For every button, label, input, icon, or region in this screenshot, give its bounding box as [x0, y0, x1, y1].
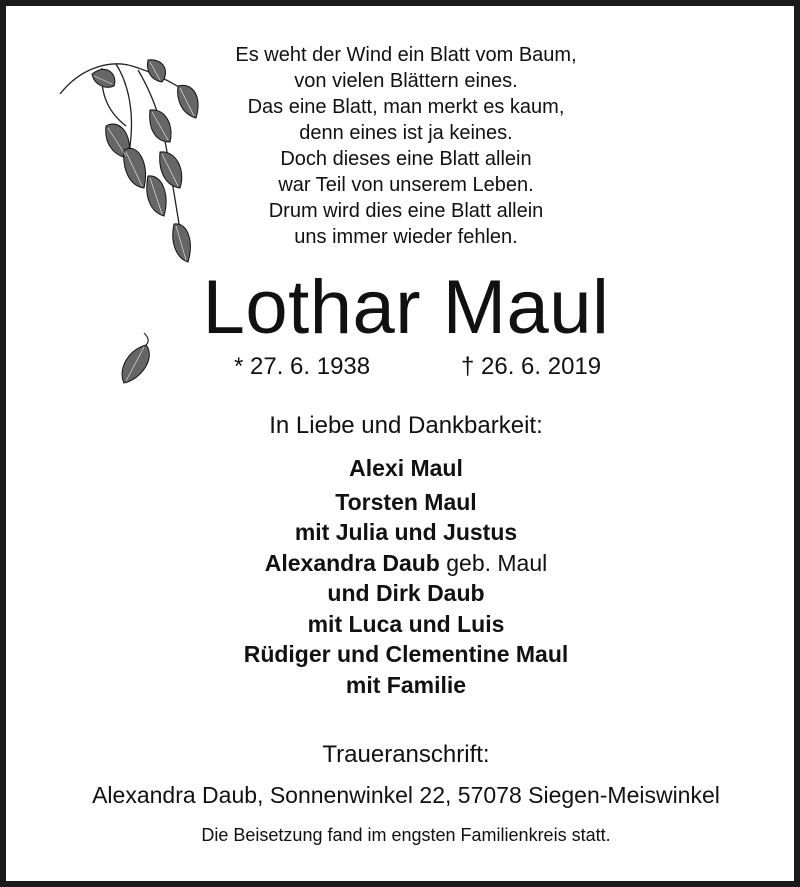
deceased-name: Lothar Maul — [202, 265, 610, 350]
poem-line: Drum wird dies eine Blatt allein — [268, 200, 544, 222]
poem-line: Das eine Blatt, man merkt es kaum, — [247, 96, 565, 118]
mourners-list — [6, 453, 800, 700]
mourner-line: mit Familie — [345, 671, 467, 698]
death-date: † 26. 6. 2019 — [461, 353, 602, 380]
poem-line: uns immer wieder fehlen. — [294, 226, 518, 248]
mourner-name: Alexandra Daub — [264, 549, 440, 576]
mourners-intro: In Liebe und Dankbarkeit: — [269, 412, 543, 439]
mourner-line: mit Luca und Luis — [307, 610, 505, 637]
poem-line: Doch dieses eine Blatt allein — [280, 148, 532, 170]
address-label: Traueranschrift: — [322, 741, 490, 768]
mourner-line: mit Julia und Justus — [294, 519, 518, 545]
mourner-line — [6, 548, 800, 579]
poem-line: war Teil von unserem Leben. — [278, 174, 534, 196]
poem-line: Es weht der Wind ein Blatt vom Baum, — [235, 44, 577, 66]
address-value: Alexandra Daub, Sonnenwinkel 22, 57078 Siegen-Meiswinkel — [92, 782, 720, 808]
birth-date: * 27. 6. 1938 — [234, 353, 371, 380]
mourner-line: Torsten Maul — [335, 488, 477, 515]
poem-line: denn eines ist ja keines. — [299, 122, 513, 144]
mourner-line: und Dirk Daub — [327, 580, 485, 606]
poem-line: von vielen Blättern eines. — [294, 70, 518, 92]
mourner-maiden-name: geb. Maul — [439, 549, 548, 576]
poem — [186, 42, 626, 250]
mourner-line: Rüdiger und Clementine Maul — [243, 641, 569, 667]
burial-note: Die Beisetzung fand im engsten Familienkreis statt. — [201, 825, 611, 845]
mourner-line: Alexi Maul — [349, 455, 463, 481]
